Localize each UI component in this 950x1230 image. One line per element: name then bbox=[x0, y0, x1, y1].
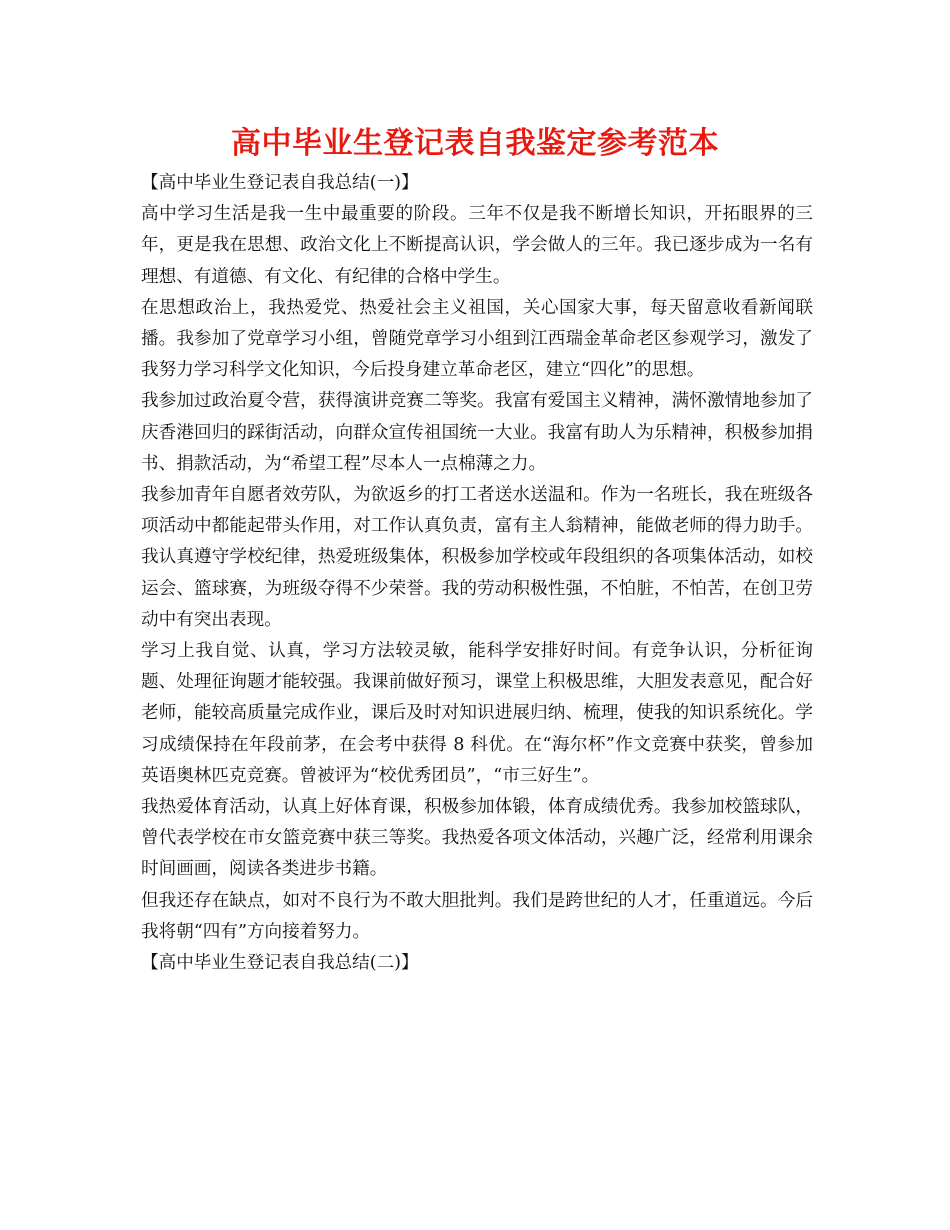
paragraph-5: 学习上我自觉、认真，学习方法较灵敏，能科学安排好时间。有竞争认识，分析征询题、处理征询题才能较强。我课前做好预习，课堂上积极思维，大胆发表意见，配合好老师，能较高质量完成作业，课后及时对知识进展归纳、梳理，使我的知识系统化。学习成绩保持在年段前茅，在会考中获得 8 科优。在“海尔杯”作文竞赛中获奖，曾参加英语奥林匹克竞赛。曾被评为“校优秀团员”，“市三好生”。 bbox=[141, 641, 813, 786]
paragraph-2: 在思想政治上，我热爱党、热爱社会主义祖国，关心国家大事，每天留意收看新闻联播。我参加了党章学习小组，曾随党章学习小组到江西瑞金革命老区参观学习，激发了我努力学习科学文化知识，今后投身建立革命老区，建立“四化”的思想。 bbox=[141, 297, 813, 381]
document-title: 高中毕业生登记表自我鉴定参考范本 bbox=[231, 126, 719, 161]
section-heading-1: 【高中毕业生登记表自我总结(一)】 bbox=[141, 173, 419, 193]
paragraph-6: 我热爱体育活动，认真上好体育课，积极参加体锻，体育成绩优秀。我参加校篮球队，曾代表学校在市女篮竞赛中获三等奖。我热爱各项文体活动，兴趣广泛，经常利用课余时间画画，阅读各类进步书籍。 bbox=[141, 797, 813, 880]
document-body bbox=[141, 168, 813, 979]
paragraph-4: 我参加青年自愿者效劳队，为欲返乡的打工者送水送温和。作为一名班长，我在班级各项活动中都能起带头作用，对工作认真负责，富有主人翁精神，能做老师的得力助手。我认真遵守学校纪律，热爱班级集体，积极参加学校或年段组织的各项集体活动，如校运会、篮球赛，为班级夺得不少荣誉。我的劳动积极性强，不怕脏，不怕苦，在创卫劳动中有突出表现。 bbox=[141, 485, 813, 630]
paragraph-3: 我参加过政治夏令营，获得演讲竞赛二等奖。我富有爱国主义精神，满怀激情地参加了庆香港回归的踩街活动，向群众宣传祖国统一大业。我富有助人为乐精神，积极参加捐书、捐款活动，为“希望工程”尽本人一点棉薄之力。 bbox=[141, 391, 813, 474]
section-heading-2: 【高中毕业生登记表自我总结(二)】 bbox=[141, 953, 419, 974]
paragraph-7: 但我还存在缺点，如对不良行为不敢大胆批判。我们是跨世纪的人才，任重道远。今后我将朝“四有”方向接着努力。 bbox=[141, 890, 813, 942]
paragraph-1: 高中学习生活是我一生中最重要的阶段。三年不仅是我不断增长知识，开拓眼界的三年，更是我在思想、政治文化上不断提高认识，学会做人的三年。我已逐步成为一名有理想、有道德、有文化、有纪律的合格中学生。 bbox=[141, 204, 813, 287]
